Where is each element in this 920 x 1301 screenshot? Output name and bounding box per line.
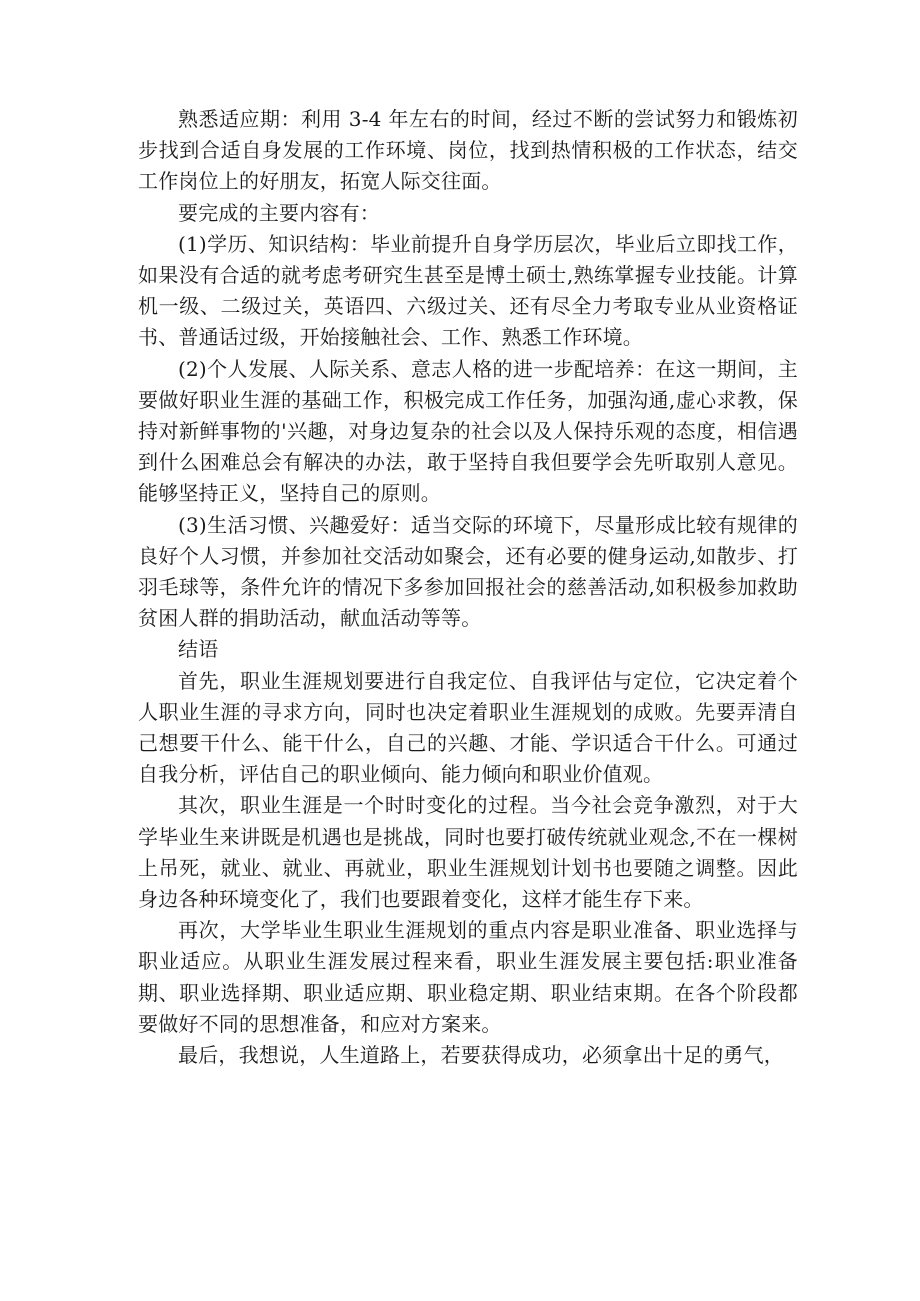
paragraph-main-content-intro: 要完成的主要内容有： — [178, 200, 380, 225]
paragraph-adaptation-period: 熟悉适应期：利用 3-4 年左右的时间，经过不断的尝试努力和锻炼初步找到合适自身发展的工作环境、岗位，找到热情积极的工作状态，结交工作岗位上的好朋友，拓宽人际交往面。 — [138, 107, 798, 194]
paragraph-first: 首先，职业生涯规划要进行自我定位、自我评估与定位，它决定着个人职业生涯的寻求方向，同时也决定着职业生涯规划的成败。先要弄清自己想要干什么、能干什么，自己的兴趣、才能、学识适合干什么。可通过自我分析，评估自己的职业倾向、能力倾向和职业价值观。 — [138, 668, 798, 787]
paragraph-finally: 最后，我想说，人生道路上，若要获得成功，必须拿出十足的勇气， — [178, 1043, 784, 1068]
section-heading-conclusion: 结语 — [178, 637, 219, 662]
paragraph-personal-development: (2)个人发展、人际关系、意志人格的进一步配培养：在这一期间，主要做好职业生涯的基础工作，积极完成工作任务，加强沟通,虚心求教，保持对新鲜事物的'兴趣，对身边复杂的社会以及人保持乐观的态度，相信遇到什么困难总会有解决的办法，敢于坚持自我但要学会先听取别人意见。能够坚持正义，坚持自己的原则。 — [138, 356, 798, 506]
paragraph-habits-interests: (3)生活习惯、兴趣爱好：适当交际的环境下，尽量形成比较有规律的良好个人习惯，并参加社交活动如聚会，还有必要的健身运动,如散步、打羽毛球等，条件允许的情况下多参加回报社会的慈善活动,如积极参加救助贫困人群的捐助活动，献血活动等等。 — [138, 512, 798, 631]
paragraph-education-knowledge: (1)学历、知识结构：毕业前提升自身学历层次，毕业后立即找工作，如果没有合适的就考虑考研究生甚至是博土硕士,熟练掌握专业技能。计算机一级、二级过关，英语四、六级过关、还有尽全力考取专业从业资格证书、普通话过级，开始接触社会、工作、熟悉工作环境。 — [138, 231, 798, 350]
paragraph-second: 其次，职业生涯是一个时时变化的过程。当今社会竞争激烈，对于大学毕业生来讲既是机遇也是挑战，同时也要打破传统就业观念,不在一棵树上吊死，就业、就业、再就业，职业生涯规划计划书也要随之调整。因此身边各种环境变化了，我们也要跟着变化，这样才能生存下来。 — [138, 793, 798, 912]
paragraph-third: 再次，大学毕业生职业生涯规划的重点内容是职业准备、职业选择与职业适应。从职业生涯发展过程来看，职业生涯发展主要包括:职业准备期、职业选择期、职业适应期、职业稳定期、职业结束期。在各个阶段都要做好不同的思想准备，和应对方案来。 — [138, 918, 798, 1036]
document-page — [138, 104, 798, 1071]
